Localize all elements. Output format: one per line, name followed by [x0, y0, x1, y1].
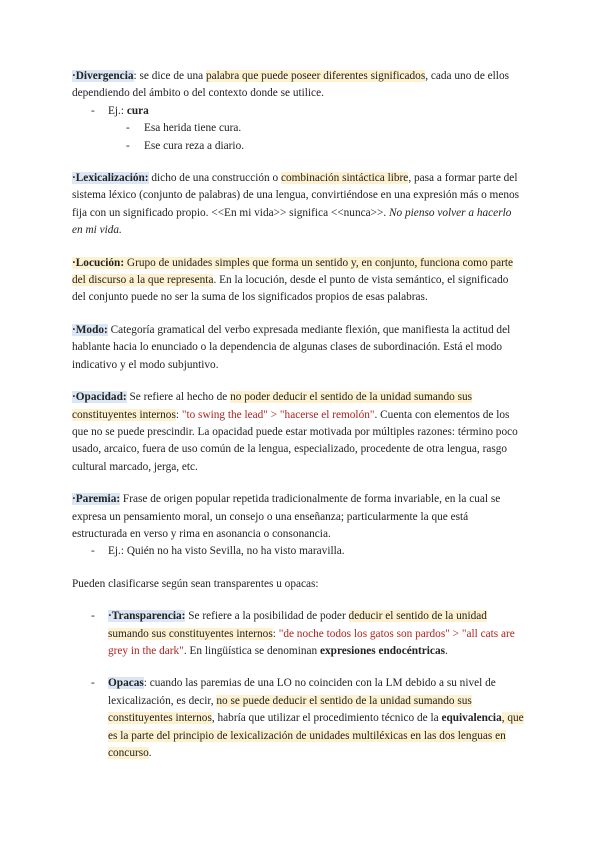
term-opacidad: ·Opacidad:	[72, 391, 127, 404]
highlight-lexicalizacion: combinación sintáctica libre	[280, 172, 409, 185]
highlight-locucion: Grupo de unidades simples que forma un sentido y, en conjunto, funciona como parte del discurso a la que representa	[72, 256, 514, 287]
term-lexicalizacion: ·Lexicalización:	[72, 172, 149, 185]
highlight-opacas-2: , que es la parte del principio de lexicalización de unidades multiléxicas en las dos lenguas en concurso	[108, 712, 524, 759]
term-modo: ·Modo:	[72, 323, 108, 336]
example-item: - Ej.: cura	[91, 104, 149, 117]
term-divergencia: ·Divergencia	[72, 70, 134, 82]
entry-paremia: ·Paremia: Frase de origen popular repetida tradicionalmente de forma invariable, en la cual se expresa un pensamiento moral, un consejo o una enseñanza; particularmente la que está estructurada en verso y rima en asonancia o consonancia.	[72, 493, 501, 540]
example-lexicalizacion: No pienso volver a hacerlo en mi vida.	[72, 206, 512, 237]
highlight-opacidad: no poder deducir el sentido de la unidad sumando sus constituyentes internos	[72, 391, 473, 421]
document-page	[72, 68, 524, 762]
translation-example-opacidad: "to swing the lead" > "hacerse el remolón"	[181, 408, 375, 421]
highlight-transparencia: deducir el sentido de la unidad sumando sus constituyentes internos	[108, 610, 487, 640]
translation-example-transparencia: "de noche todos los gatos son pardos" > "all cats are grey in the dark"	[108, 627, 515, 657]
entry-modo: ·Modo: Categoría gramatical del verbo expresada mediante flexión, que manifiesta la actitud del hablante hacia lo enunciado o la dependencia de algunas clases de subordinación. Está el modo indicativo y el modo subjuntivo.	[72, 323, 511, 371]
sub-example-item: - Ese cura reza a diario.	[126, 139, 245, 152]
highlight-opacas-1: no se puede deducir el sentido de la unidad sumando sus constituyentes internos	[108, 694, 472, 725]
term-locucion: ·Locución:	[72, 256, 125, 269]
entry-opacas: - Opacas: cuando las paremias de una LO no coinciden con la LM debido a su nivel de lexicalización, es decir, no se puede deducir el sentido de la unidad sumando sus constituyentes internos, habría que utilizar el procedimiento técnico de la equivalencia, que es la parte del principio de lexicalización de unidades multiléxicas en las dos lenguas en concurso.	[91, 677, 524, 759]
sub-example-item: - Esa herida tiene cura.	[126, 122, 242, 135]
entry-locucion: ·Locución: Grupo de unidades simples que forma un sentido y, en conjunto, funciona como parte del discurso a la que representa. En la locución, desde el punto de vista semántico, el significado del conjunto puede no ser la suma de los significados propios de esas palabras.	[72, 256, 514, 304]
entry-lexicalizacion: ·Lexicalización: dicho de una construcción o combinación sintáctica libre, pasa a formar parte del sistema léxico (conjunto de palabras) de una lengua, convirtiéndose en una expresión más o menos fija con un significado propio. <<En mi vida>> significa <<nunca>>. No pienso volver a hacerlo en mi vida.	[72, 172, 520, 237]
entry-transparencia: - ·Transparencia: Se refiere a la posibilidad de poder deducir el sentido de la unidad sumando sus constituyentes internos: "de noche todos los gatos son pardos" > "all cats are grey in the dark". En lingüística se denominan expresiones endocéntricas.	[91, 610, 515, 657]
term-transparencia: ·Transparencia:	[108, 610, 186, 623]
entry-divergencia: ·Divergencia: se dice de una palabra que puede poseer diferentes significados, cada uno de ellos dependiendo del ámbito o del contexto donde se utilice.	[72, 70, 509, 100]
term-opacas: Opacas	[108, 677, 144, 690]
term-paremia: ·Paremia:	[72, 493, 121, 506]
classification-intro: Pueden clasificarse según sean transparentes u opacas:	[72, 577, 319, 590]
entry-opacidad: ·Opacidad: Se refiere al hecho de no poder deducir el sentido de la unidad sumando sus constituyentes internos: "to swing the lead" > "hacerse el remolón". Cuenta con elementos de los que no se puede prescindir. La opacidad puede estar motivada por múltiples razones: término poco usado, arcaico, fuera de uso común de la lengua, especializado, procedente de otra lengua, rasgo cultural marcado, jerga, etc.	[72, 391, 518, 473]
highlight-divergencia: palabra que puede poseer diferentes significados	[205, 70, 426, 82]
example-item: - Ej.: Quién no ha visto Sevilla, no ha visto maravilla.	[91, 545, 345, 558]
